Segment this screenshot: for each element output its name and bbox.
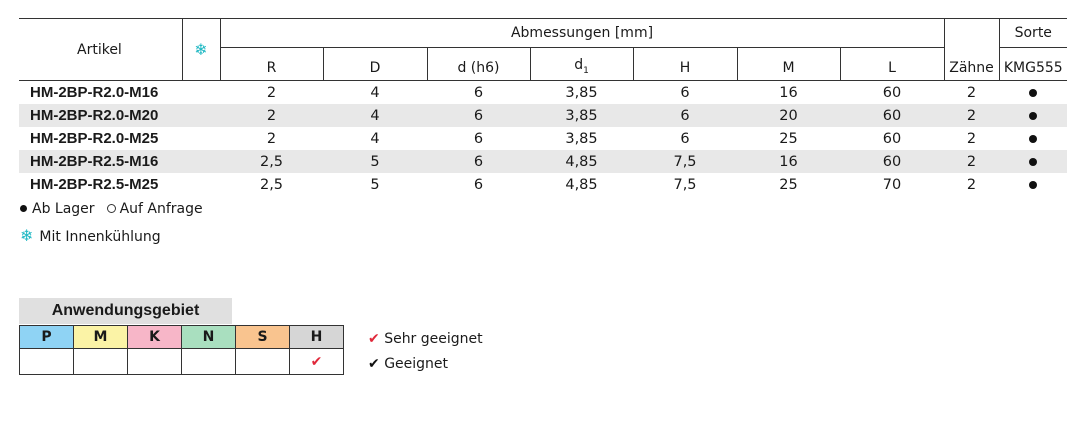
- col-d1-header: $d_1$: [530, 48, 633, 81]
- suitability-cell: [74, 349, 128, 375]
- auf-anfrage-label: Auf Anfrage: [119, 201, 203, 217]
- suitability-cell: [236, 349, 290, 375]
- value-cell: 3,85: [565, 130, 598, 147]
- artikel-cell: HM-2BP-R2.5-M25: [30, 176, 159, 193]
- filled-dot-icon: [1029, 112, 1037, 120]
- value-cell: 70: [882, 176, 902, 193]
- stock-cell: [999, 127, 1067, 150]
- stock-cell: [999, 104, 1067, 127]
- zaehne-header: Zähne: [944, 19, 999, 81]
- value-cell: 4,85: [530, 150, 633, 173]
- value-cell: 2: [966, 176, 977, 193]
- stock-legend: [20, 201, 203, 217]
- col-kmg555-header: KMG555: [999, 48, 1067, 81]
- red-check-icon: ✔: [368, 331, 380, 347]
- value-cell: 2: [220, 104, 323, 127]
- material-group-h: H: [290, 326, 344, 349]
- value-cell: 4: [370, 84, 380, 101]
- snowflake-icon: ❄: [194, 40, 208, 59]
- table-row: [19, 150, 1067, 173]
- value-cell: 60: [882, 84, 902, 101]
- application-table: [19, 325, 344, 375]
- value-cell: 2: [944, 104, 999, 127]
- table-row: [19, 81, 1067, 105]
- value-cell: 25: [779, 176, 798, 193]
- value-cell: 60: [840, 104, 944, 127]
- value-cell: 2: [266, 84, 277, 101]
- application-title: Anwendungsgebiet: [19, 298, 232, 324]
- value-cell: 2: [944, 150, 999, 173]
- value-cell: 60: [882, 130, 902, 147]
- artikel-cell: HM-2BP-R2.0-M20: [19, 104, 220, 127]
- value-cell: 2: [266, 130, 277, 147]
- open-circle-icon: [107, 204, 116, 213]
- filled-dot-icon: [1029, 181, 1037, 189]
- material-group-n: N: [182, 326, 236, 349]
- filled-dot-icon: [1029, 135, 1037, 143]
- value-cell: 7,5: [673, 176, 697, 193]
- value-cell: 25: [779, 130, 798, 147]
- artikel-header: Artikel: [77, 41, 122, 58]
- suitability-cell: [128, 349, 182, 375]
- value-cell: 6: [680, 84, 690, 101]
- coolant-legend: [20, 226, 161, 245]
- col-r-header: R: [220, 48, 323, 81]
- check-icon: ✔: [368, 356, 380, 372]
- value-cell: 7,5: [633, 150, 737, 173]
- value-cell: 4: [370, 130, 380, 147]
- material-group-p: P: [20, 326, 74, 349]
- value-cell: 60: [840, 150, 944, 173]
- geeignet-legend: [368, 356, 448, 372]
- stock-cell: [999, 173, 1067, 196]
- dimensions-header: Abmessungen [mm]: [220, 19, 944, 48]
- col-dh6-header: d (h6): [427, 48, 530, 81]
- value-cell: 16: [779, 84, 798, 101]
- sehr-geeignet-legend: [368, 331, 483, 347]
- value-cell: 6: [473, 176, 484, 193]
- filled-dot-icon: [1029, 158, 1037, 166]
- col-d-header: D: [323, 48, 427, 81]
- value-cell: 6: [473, 84, 484, 101]
- artikel-cell: HM-2BP-R2.0-M25: [30, 130, 159, 147]
- snowflake-icon: ❄: [20, 226, 34, 245]
- value-cell: 5: [323, 150, 427, 173]
- value-cell: 6: [427, 150, 530, 173]
- value-cell: 3,85: [530, 104, 633, 127]
- suitability-cell: [20, 349, 74, 375]
- table-row: [19, 173, 1067, 196]
- value-cell: 16: [737, 150, 840, 173]
- value-cell: 20: [737, 104, 840, 127]
- value-cell: 4: [323, 104, 427, 127]
- filled-dot-icon: [1029, 89, 1037, 97]
- sorte-header: Sorte: [999, 19, 1067, 48]
- sehr-geeignet-label: Sehr geeignet: [384, 331, 483, 347]
- filled-dot-icon: [20, 205, 27, 212]
- stock-cell: [999, 81, 1067, 105]
- value-cell: 4,85: [565, 176, 598, 193]
- value-cell: 6: [680, 130, 690, 147]
- suitability-cell: [290, 349, 344, 375]
- value-cell: 2,5: [259, 176, 284, 193]
- value-cell: 6: [633, 104, 737, 127]
- artikel-cell: HM-2BP-R2.5-M16: [19, 150, 220, 173]
- value-cell: 3,85: [565, 84, 598, 101]
- geeignet-label: Geeignet: [384, 356, 449, 372]
- material-group-s: S: [236, 326, 290, 349]
- value-cell: 2,5: [220, 150, 323, 173]
- stock-cell: [999, 150, 1067, 173]
- suitability-cell: [182, 349, 236, 375]
- red-check-icon: ✔: [310, 353, 323, 370]
- material-group-m: M: [74, 326, 128, 349]
- product-table: [19, 18, 1067, 196]
- value-cell: 6: [427, 104, 530, 127]
- table-row: [19, 104, 1067, 127]
- value-cell: 2: [966, 84, 977, 101]
- ab-lager-label: Ab Lager: [32, 201, 95, 217]
- artikel-cell: HM-2BP-R2.0-M16: [30, 84, 159, 101]
- coolant-header: [182, 19, 220, 81]
- value-cell: 6: [473, 130, 484, 147]
- table-row: [19, 127, 1067, 150]
- value-cell: 2: [966, 130, 977, 147]
- innenkuehlung-label: Mit Innenkühlung: [39, 229, 161, 245]
- col-l-header: L: [840, 48, 944, 81]
- material-group-k: K: [128, 326, 182, 349]
- value-cell: 5: [370, 176, 380, 193]
- col-h-header: H: [633, 48, 737, 81]
- col-m-header: M: [737, 48, 840, 81]
